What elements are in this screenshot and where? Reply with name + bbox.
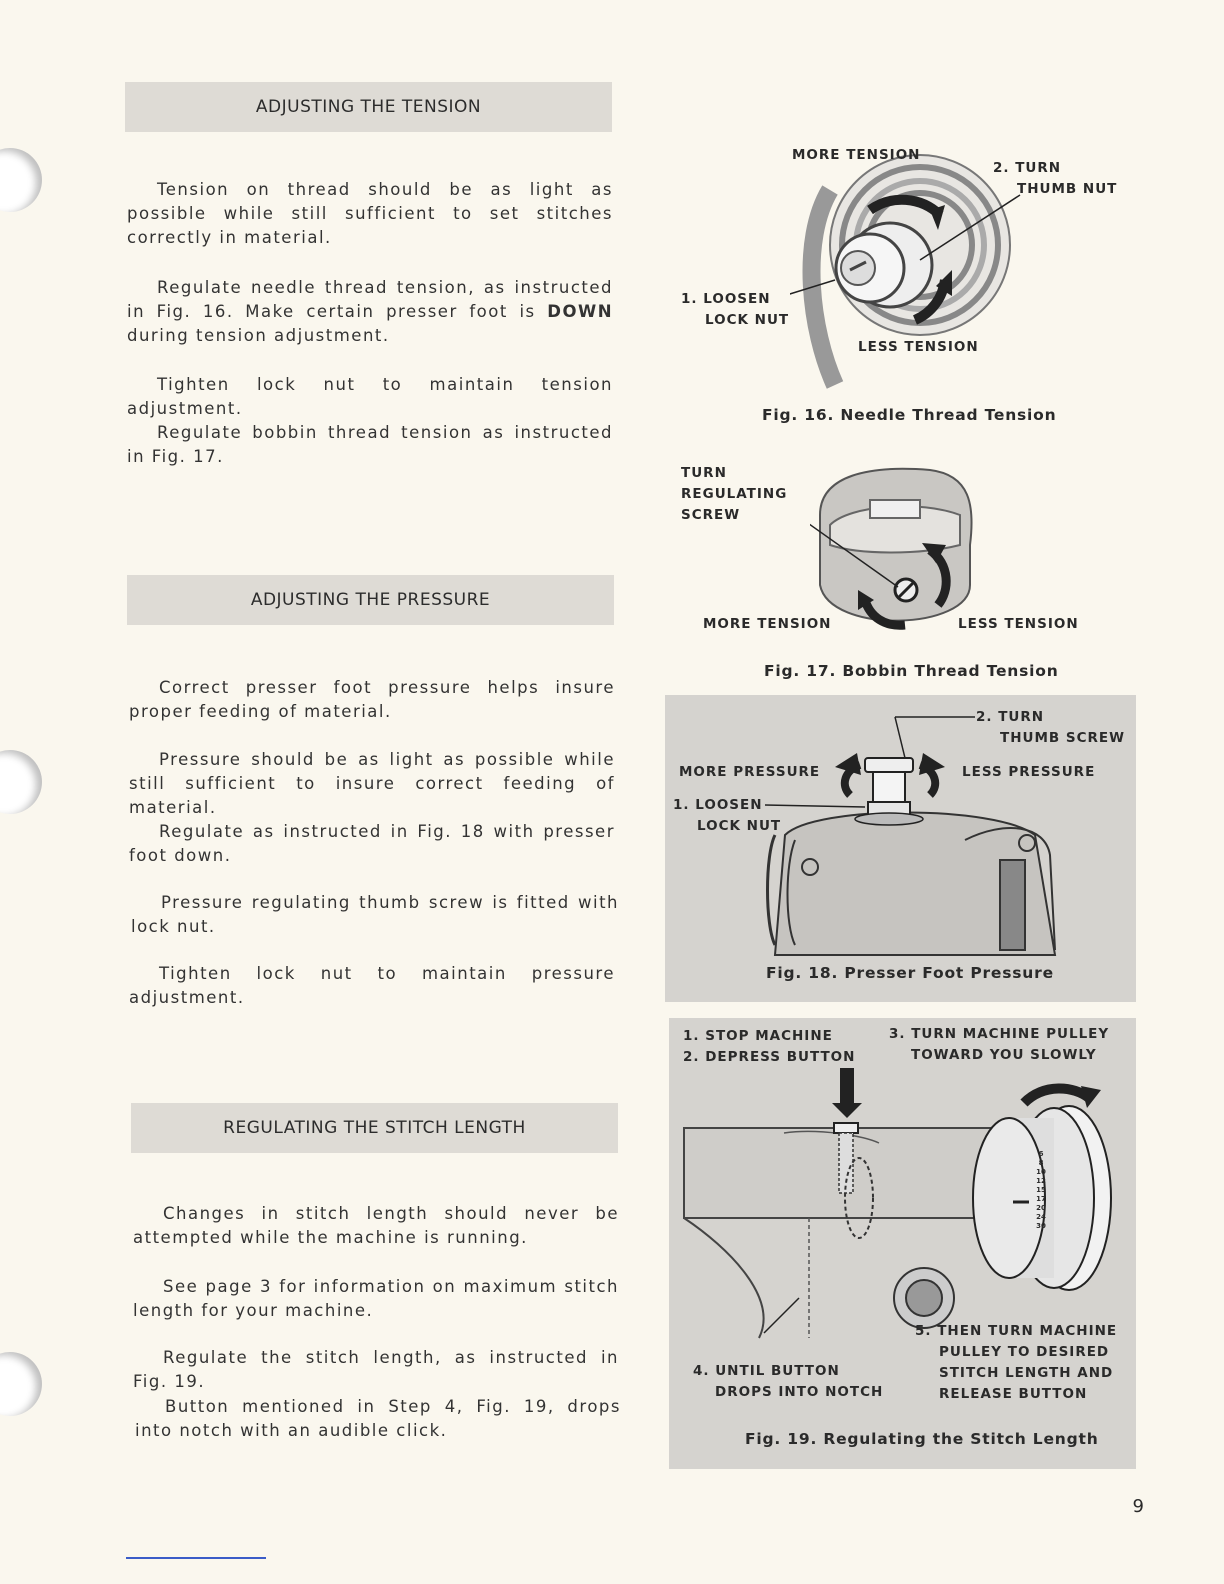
paragraph: Regulate needle thread tension, as instructed in Fig. 16. Make certain presser foot is DOWN during tension adjustment. [127,278,613,345]
paragraph: Tighten lock nut to maintain pressure adjustment. [129,964,615,1007]
fig19-step4-label: 4. UNTIL BUTTON DROPS INTO NOTCH [693,1363,884,1400]
paragraph: Regulate as instructed in Fig. 18 with presser foot down. [129,822,615,865]
fig18-less-pressure-label: LESS PRESSURE [962,764,1096,780]
paragraph: Tension on thread should be as light as possible while still sufficient to set stitches correctly in material. [127,180,613,247]
section-heading-pressure: ADJUSTING THE PRESSURE [127,575,614,625]
binder-hole [0,750,42,814]
fig17-more-tension-label: MORE TENSION [703,616,832,632]
fig16-less-tension-label: LESS TENSION [858,339,979,355]
paragraph: Regulate bobbin thread tension as instructed in Fig. 17. [127,423,613,466]
paragraph: Correct presser foot pressure helps insure proper feeding of material. [129,678,615,721]
paragraph: Pressure should be as light as possible while still sufficient to insure correct feeding of material. [129,750,615,817]
fig18-turn-label: 2. TURN THUMB SCREW [976,709,1126,746]
fig17-less-tension-label: LESS TENSION [958,616,1079,632]
fig16-turn-label: 2. TURN THUMB NUT [993,160,1118,197]
bobbin-case-illustration [810,455,980,640]
fig17-caption: Fig. 17. Bobbin Thread Tension [764,662,1059,680]
fig19-step5-label: 5. THEN TURN MACHINE PULLEY TO DESIRED STITCH LENGTH AND RELEASE BUTTON [915,1323,1118,1402]
fig17-turn-label: TURN REGULATING SCREW [681,465,788,523]
binder-hole [0,148,42,212]
fig19-step1-step2-label: 1. STOP MACHINE 2. DEPRESS BUTTON [683,1028,856,1065]
section-heading-stitch-length: REGULATING THE STITCH LENGTH [131,1103,618,1153]
section-heading-tension: ADJUSTING THE TENSION [125,82,612,132]
paragraph: Changes in stitch length should never be attempted while the machine is running. [133,1204,619,1247]
fig16-loosen-label: 1. LOOSEN LOCK NUT [681,291,790,328]
fig18-more-pressure-label: MORE PRESSURE [679,764,821,780]
fig16-more-tension-label: MORE TENSION [792,147,921,163]
fig18-caption: Fig. 18. Presser Foot Pressure [766,964,1054,982]
fig19-step3-label: 3. TURN MACHINE PULLEY TOWARD YOU SLOWLY [889,1026,1110,1063]
paragraph: Tighten lock nut to maintain tension adjustment. [127,375,613,418]
stitch-length-dial-numbers: 6 8 10 12 15 17 20 24 30 [1036,1150,1046,1230]
binder-hole [0,1352,42,1416]
paragraph: See page 3 for information on maximum stitch length for your machine. [133,1277,619,1320]
paragraph: Pressure regulating thumb screw is fitted with lock nut. [131,893,619,936]
fig18-loosen-label: 1. LOOSEN LOCK NUT [673,797,782,834]
footer-rule [126,1557,266,1559]
paragraph: Regulate the stitch length, as instructed in Fig. 19. [133,1348,619,1391]
paragraph: Button mentioned in Step 4, Fig. 19, drops into notch with an audible click. [135,1397,621,1440]
page-number: 9 [1132,1496,1144,1517]
fig16-caption: Fig. 16. Needle Thread Tension [762,406,1057,424]
fig19-caption: Fig. 19. Regulating the Stitch Length [745,1430,1099,1448]
